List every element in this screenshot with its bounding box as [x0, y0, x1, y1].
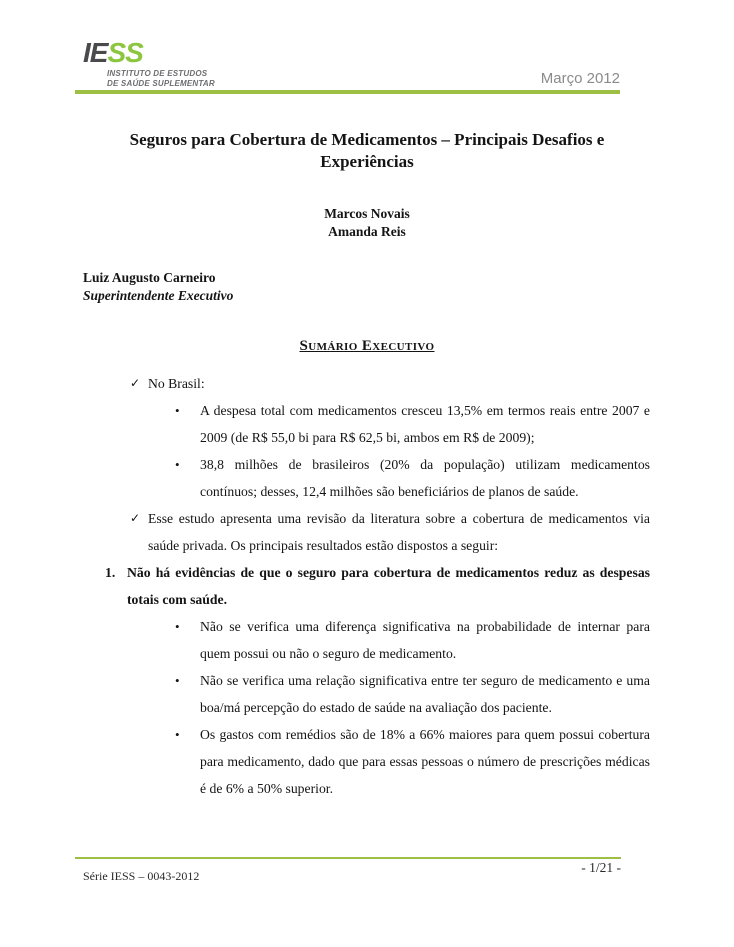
numbered-list-item: [105, 559, 650, 613]
check-list-item: [130, 505, 650, 559]
bullet-icon: •: [175, 619, 180, 634]
logo-subtitle-line1: INSTITUTO DE ESTUDOS: [107, 69, 208, 78]
logo-subtitle-line2: DE SAÚDE SUPLEMENTAR: [107, 79, 215, 88]
authors-block: [0, 205, 734, 241]
section-heading: [0, 338, 734, 355]
list-item-text: Não se verifica uma diferença significativa na probabilidade de internar para quem possui ou não o seguro de medicamento.: [200, 619, 650, 661]
logo-text-green: SS: [107, 37, 143, 68]
bullet-list-item: [175, 613, 650, 667]
bullet-list-item: [175, 397, 650, 451]
executive-block: [83, 269, 734, 305]
executive-summary-body: [0, 370, 734, 802]
list-item-text: No Brasil:: [148, 376, 205, 391]
iess-logo: [75, 39, 215, 89]
bullet-list-item: [175, 451, 650, 505]
check-list-item: [130, 370, 650, 397]
page-header: [0, 0, 734, 94]
bullet-icon: •: [175, 403, 180, 418]
list-item-text: 38,8 milhões de brasileiros (20% da população) utilizam medicamentos contínuos; desses, 12,4 milhões são beneficiários de planos de saúde.: [200, 457, 650, 499]
list-number: 1.: [105, 565, 116, 580]
bullet-list-item: [175, 721, 650, 802]
author-name: Marcos Novais: [324, 206, 410, 221]
footer-divider: [75, 857, 621, 859]
iess-logo-wordmark: [83, 39, 215, 67]
bullet-icon: •: [175, 727, 180, 742]
list-item-text: Não se verifica uma relação significativa entre ter seguro de medicamento e uma boa/má percepção do estado de saúde na avaliação dos paciente.: [200, 673, 650, 715]
document-title: Seguros para Cobertura de Medicamentos – Principais Desafios e Experiências: [129, 130, 605, 171]
list-item-text: Esse estudo apresenta uma revisão da literatura sobre a cobertura de medicamentos via saúde privada. Os principais resultados estão dispostos a seguir:: [148, 511, 650, 553]
issue-date: Março 2012: [540, 70, 620, 87]
list-item-text: Os gastos com remédios são de 18% a 66% maiores para quem possui cobertura para medicamento, dado que para essas pessoas o número de prescrições médicas é de 6% a 50% superior.: [200, 727, 650, 796]
author-name: Amanda Reis: [328, 224, 406, 239]
bullet-icon: •: [175, 673, 180, 688]
series-label: Série IESS – 0043-2012: [83, 869, 200, 883]
list-item-text: A despesa total com medicamentos cresceu 13,5% em termos reais entre 2007 e 2009 (de R$ 55,0 bi para R$ 62,5 bi, ambos em R$ de 2009);: [200, 403, 650, 445]
header-divider: [75, 90, 620, 94]
iess-logo-subtitle: [107, 69, 215, 89]
bullet-icon: •: [175, 457, 180, 472]
section-heading-text: Sumário Executivo: [299, 338, 435, 354]
logo-text-dark: IE: [83, 37, 108, 68]
bullet-list-item: [175, 667, 650, 721]
page-number: - 1/21 -: [581, 860, 621, 875]
executive-name: Luiz Augusto Carneiro: [83, 270, 216, 285]
checkmark-icon: ✓: [130, 376, 141, 390]
checkmark-icon: ✓: [130, 511, 141, 525]
list-item-text: Não há evidências de que o seguro para cobertura de medicamentos reduz as despesas totais com saúde.: [127, 565, 650, 607]
executive-role: Superintendente Executivo: [83, 288, 234, 303]
